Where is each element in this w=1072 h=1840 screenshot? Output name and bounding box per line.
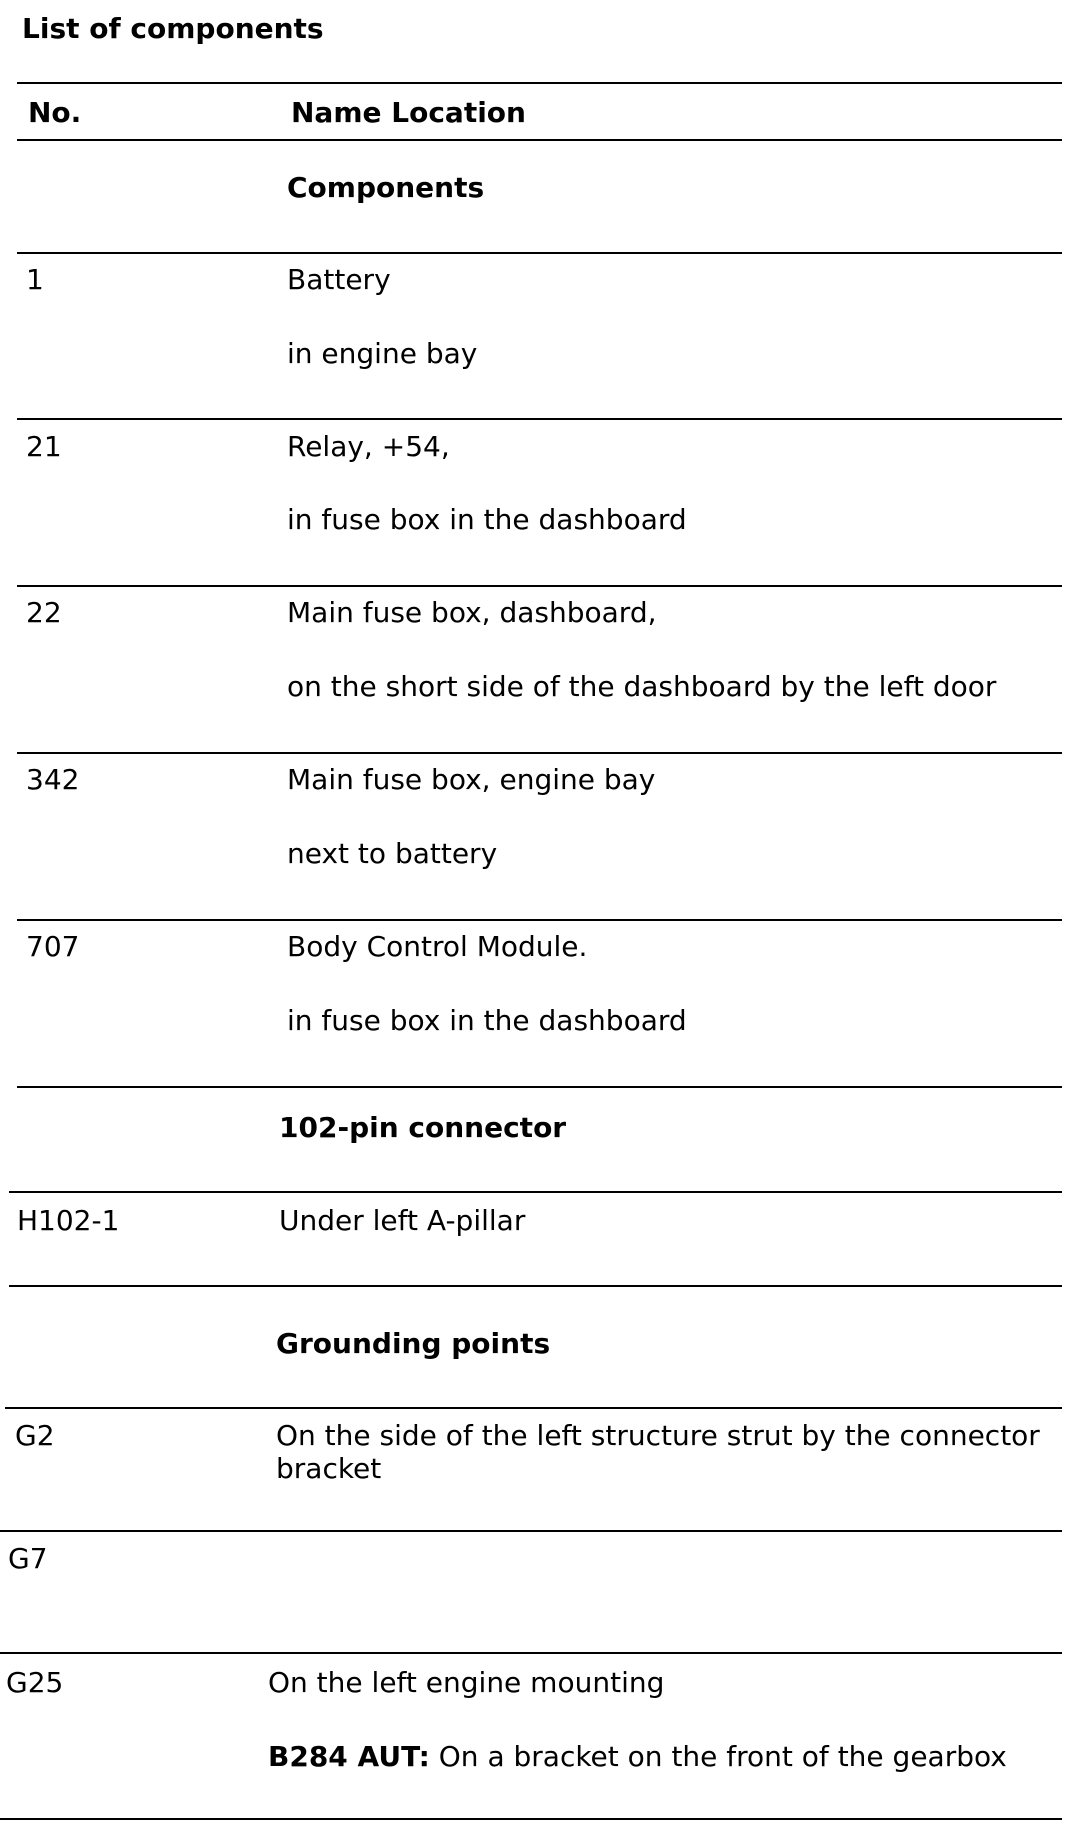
column-header-name-location: Name Location [291,96,526,129]
row-divider [17,752,1062,754]
row-divider [17,585,1062,587]
row-location: next to battery [287,837,498,870]
row-number: G2 [15,1419,55,1452]
row-divider [17,1086,1062,1088]
row-divider [17,919,1062,921]
row-location: in fuse box in the dashboard [287,1004,687,1037]
row-divider [0,1530,1062,1532]
section-heading-grounding-points: Grounding points [276,1327,551,1360]
section-heading-102-pin-connector: 102-pin connector [279,1111,567,1144]
row-divider [17,418,1062,420]
row-name: Under left A-pillar [279,1204,526,1237]
row-name: On the side of the left structure strut by the connector [276,1419,1040,1452]
row-note-label: B284 AUT: [268,1740,430,1773]
row-note [268,1740,1007,1774]
row-divider [5,1407,1062,1409]
row-divider [9,1285,1062,1287]
row-divider [9,1191,1062,1193]
row-number: G7 [8,1542,48,1575]
row-divider [0,1652,1062,1654]
row-number: 21 [26,430,62,463]
row-location: on the short side of the dashboard by the left door [287,670,997,703]
row-number: G25 [6,1666,64,1699]
row-name-continued: bracket [276,1452,382,1485]
row-number: 342 [26,763,80,796]
row-name: Battery [287,263,391,296]
page-title: List of components [22,12,324,45]
column-header-no: No. [28,96,82,129]
row-name: Main fuse box, engine bay [287,763,656,796]
row-note-text: On a bracket on the front of the gearbox [429,1740,1007,1773]
row-name: On the left engine mounting [268,1666,665,1699]
table-top-rule [17,82,1062,84]
section-heading-components: Components [287,171,485,204]
row-location: in engine bay [287,337,478,370]
row-location: in fuse box in the dashboard [287,503,687,536]
row-name: Main fuse box, dashboard, [287,596,657,629]
row-number: H102-1 [17,1204,120,1237]
header-bottom-rule [17,139,1062,141]
row-divider [17,252,1062,254]
row-number: 707 [26,930,80,963]
row-number: 22 [26,596,62,629]
row-name: Body Control Module. [287,930,588,963]
row-number: 1 [26,263,44,296]
row-name: Relay, +54, [287,430,450,463]
table-bottom-rule [0,1818,1062,1820]
